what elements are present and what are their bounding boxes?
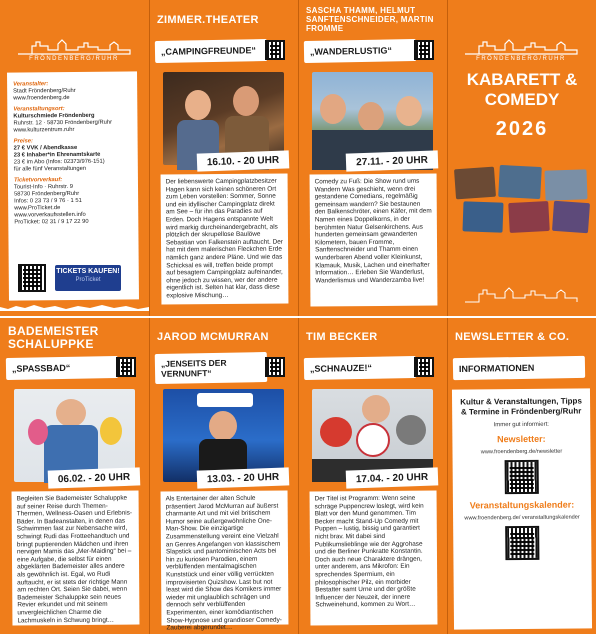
show-description: Comedy zu Fuß: Die Show rund ums Wandern Was geschieht, wenn drei gestandene Comedians, regelmäßig gemeinsam wandern? Sie bestaunen den Balkenschröter, einen Käfer, mit dem Namen eines Doppelkorns, in der berühmten Natur Gelsenkirchens. Aus hunderten gemeinsam gewanderten Kilometern, bauen Fromme, Sanftenschneider und Thamm einen wunderbaren Abend voller Kleinkunst, Klamauk, Musik, Lachen und einerhafter Information… Erleben Sie Wanderlust, Wanderlismus und Wanderzamba live! [310,174,438,307]
show-title: „WANDERLUSTIG“ [304,39,416,63]
collage-photo-1 [454,167,496,200]
preis-1: 27 € VVK / Abendkasse [13,144,78,152]
tickets-3: Infos: 0 23 73 / 9 76 · 1 51 [14,197,82,205]
newsletter-headline: Kultur & Veranstaltungen, Tipps & Termine in Fröndenberg/Ruhr [460,396,582,417]
artist-name: BADEMEISTER SCHALUPPKE [8,324,99,351]
newsletter-box [452,388,592,629]
show-spassbad [0,317,149,634]
artist-name: JAROD MCMURRAN [157,331,269,343]
kalender-qr-code[interactable] [505,526,539,560]
skyline-logo [465,36,577,56]
info-panel [0,0,149,317]
preis-4: für alle fünf Veranstaltungen [13,165,87,173]
newsletter-qr-code[interactable] [505,460,539,494]
ticket-qr-code[interactable] [18,264,46,292]
ort-url[interactable]: www.kulturzentrum.ruhr [13,126,75,134]
show-wanderlustig [298,0,447,317]
newsletter-tagline: Immer gut informiert: [493,421,549,429]
show-date: 17.04. - 20 UHR [346,467,439,488]
veranstalter-url[interactable]: www.froendenberg.de [13,95,70,102]
preise-label: Preise: [13,138,33,145]
cover-year: 2026 [495,118,549,140]
tickets-5[interactable]: www.vorverkaufsstellen.info [14,211,86,219]
show-jenseits-der-vernunft [149,317,298,634]
show-qr-code[interactable] [265,357,285,377]
show-zimmer-theater [149,0,298,317]
newsletter-url[interactable]: www.froendenberg.de/newsletter [480,448,563,456]
newsletter-header: NEWSLETTER & CO. [455,331,570,343]
collage-photo-6 [552,201,590,233]
show-qr-code[interactable] [265,40,285,60]
tickets-2: 58730 Fröndenberg/Ruhr [14,190,80,198]
brand-name: FRÖNDENBERG/RUHR [476,56,566,62]
show-title: „SPASSBAD“ [6,356,118,380]
cover-title-line-1: KABARETT & [466,70,578,89]
cover-panel [447,0,596,317]
torn-paper-edge [0,305,149,311]
show-qr-code[interactable] [116,357,136,377]
cover-title-line-2: COMEDY [484,90,560,109]
show-title [155,352,268,384]
tickets-4[interactable]: www.ProTicket.de [14,205,61,212]
show-date: 06.02. - 20 UHR [48,467,141,488]
informationen-title: INFORMATIONEN [453,356,585,380]
ort-address: Ruhrstr. 12 · 58730 Fröndenberg/Ruhr [13,119,113,127]
artist-name: TIM BECKER [306,331,378,343]
proticket-logo: ProTicket [75,277,101,283]
show-description: Der Titel ist Programm: Wenn seine schräge Puppencrew loslegt, wird kein Blatt vor den Mund genommen. Tim Becker macht Stand-Up Comedy mit Puppen – lustig, bissig und garantiert nicht brav. Mit dabei sind Publikumslieblinge wie der Aggrohase und die Berliner Punkratte Konstantin. Doch auch neue Charaktere drängen, unter anderem, ans Mikrofon: Ein sprechendes Spermium, ein philosophischer Pilz, ein morbider Bestatter samt Urne und der größte Influencer der Neuzeit, der innere Schweinehund, kommen zu Wort… [310,491,438,626]
show-date: 27.11. - 20 UHR [346,150,439,171]
tickets-1: Tourist-Info · Ruhrstr. 9 [13,184,74,191]
collage-photo-4 [462,201,503,232]
show-title: „CAMPINGFREUNDE“ [155,39,267,63]
show-date: 13.03. - 20 UHR [197,467,290,488]
show-description: Der liebenswerte Campingplatzbesitzer Hagen kann sich keinen schöneren Ort zum Leben vorstellen: Sommer, Sonne und ein idyllischer Campingplatz direkt am See – für ihn das Paradies auf Erden. Doch Hagens entspannte Welt wird markig durcheinandergebracht, als plötzlich der skrupellose Baulöwe Sebastian von Falkenstein auftaucht. Der hat mit dem malerischen Fleckchen Erde nämlich ganz andere Pläne. Und wie das Schicksal es will, treffen beide prompt auf besagtem Campingplatz aufeinander, ohne jedoch zu wissen, wer der andere eigentlich ist. Selten hat klar, dass diese explosive Mischung… [161,174,289,305]
tickets-kaufen-label: TICKETS KAUFEN! [56,268,120,275]
show-qr-code[interactable] [414,40,434,60]
photo-collage [453,166,591,236]
bottom-skyline-logo [465,282,577,304]
show-qr-code[interactable] [414,357,434,377]
kalender-label: Veranstaltungskalender: [469,499,575,511]
show-description: Begleiten Sie Bademeister Schaluppke auf seiner Reise durch Themen-Thermen, Wellness-Oasen und Erlebnis-Bäder. In Badeanstalten, in denen das Schwimmen fast zur Nebensache wird, schwingt Rudi das Frotteehandtuch und bringt puptierenden Mädchen und ihren nervigen Mamis das „Mer-Maiding“ bei – eine Aufgabe, die selbst für einen abgeklärten Bademeister alles andere als gewöhnlich ist. Egal, wo Rudi auftaucht, er ist stets der richtige Mann am rechten Ort. Seien Sie dabei, wenn Bademeister Schaluppke sein neues Revier erkundet und mit seinem unvergleichlichen Charme die Lachmuskeln in Schwung bringt… [12,491,140,626]
artist-names: SASCHA THAMM, HELMUT SANFTENSCHNEIDER, MARTIN FROMME [306,6,434,33]
ort-label: Veranstaltungsort: [13,106,65,113]
tickets-kaufen-button[interactable] [55,265,121,291]
show-schnauze [298,317,447,634]
kalender-url[interactable]: www.froendenberg.de/ veranstaltungskalender [464,514,580,522]
newsletter-panel [447,317,596,634]
ort-name: Kulturschmiede Fröndenberg [13,112,95,120]
preis-3: 23 € im Abo (Infos: 02373/976-151) [13,158,105,166]
collage-photo-3 [544,169,587,200]
show-title: „SCHNAUZE!“ [304,356,416,380]
newsletter-label: Newsletter: [497,433,546,445]
veranstalter: Stadt Fröndenberg/Ruhr [13,87,76,95]
show-description: Als Entertainer der alten Schule präsentiert Jarod McMurran auf äußerst charmante Art und mit viel britischem Humor seine außergewöhnliche One-Man-Show. Die einzigartige Zusammenstellung vereint eine Vielzahl an Genres Angefangen von klassischem Slapstick und pantomimischen Acts bei hin zu kuriosen Parodien, einem verblüffenden mentalmagischen Kunststück und einer völlig verrückten improvisierten Quizshow. Last but not least wird die Show des Komikers immer wieder mit unglaublich schrägen und dennoch sehr verblüffenden Experimenten, einer komödiantischen Show-Hypnose und grandioser Comedy-Zauberei abgerundet… [161,491,289,626]
brand-name: FRÖNDENBERG/RUHR [29,56,119,62]
artist-name: ZIMMER.THEATER [157,14,259,26]
veranstalter-label: Veranstalter: [13,81,49,88]
show-title-line-1: „JENSEITS DER [160,357,227,369]
collage-photo-5 [508,201,550,233]
show-title-line-2: VERNUNFT“ [161,367,212,379]
collage-photo-2 [498,165,542,199]
cover-title [457,70,587,110]
skyline-logo [18,36,130,56]
tickets-label: Ticketvorverkauf: [13,177,63,184]
show-date: 16.10. - 20 UHR [197,150,290,171]
preis-2: 23 € Inhaber*in Ehrenamtskarte [13,151,101,159]
tickets-6: ProTicket: 02 31 / 9 17 22 90 [14,218,89,226]
